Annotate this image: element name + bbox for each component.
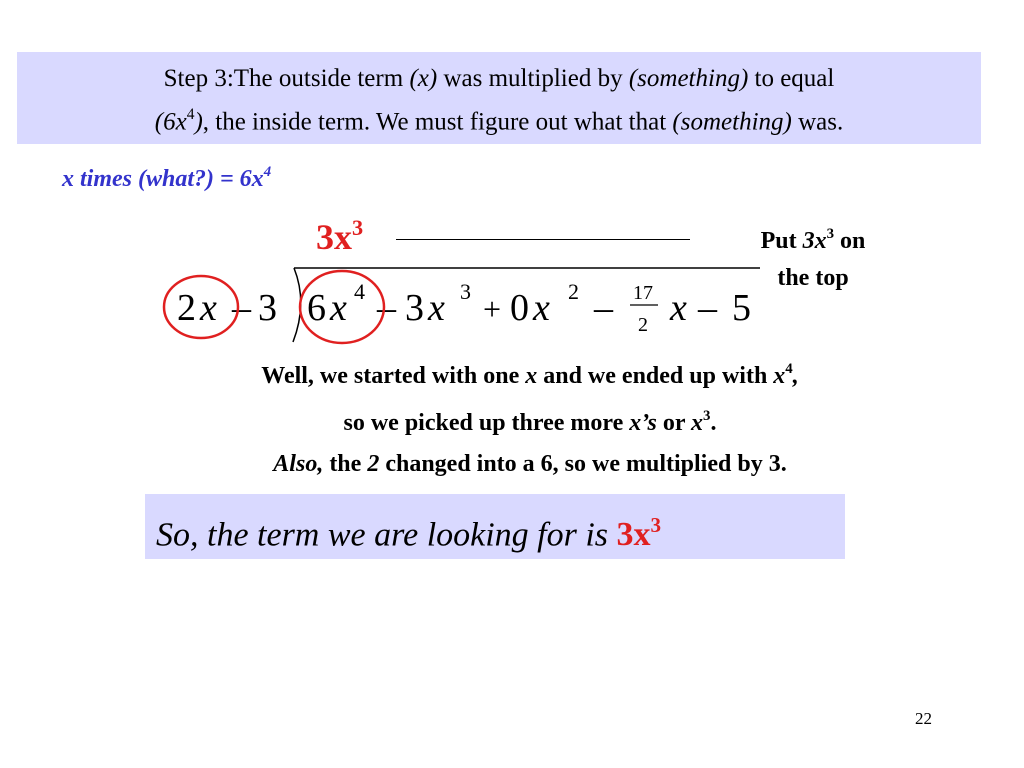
divisor-var: x: [200, 287, 217, 329]
explanation-text-part: changed into a 6, so we multiplied by 3.: [379, 451, 787, 477]
term2-exp: 3: [460, 279, 471, 304]
explanation-text: [100, 350, 960, 485]
explanation-exponent: 4: [785, 361, 793, 378]
page-number: 22: [915, 709, 932, 728]
note-text: on: [834, 228, 866, 254]
step-text: was.: [791, 108, 844, 136]
term4-var: x: [670, 287, 687, 329]
note-exponent: 3: [826, 226, 835, 243]
step-text: was multiplied by: [437, 65, 629, 92]
term1-var: x: [330, 287, 347, 329]
step-text: , the inside term. We must figure out what that: [202, 108, 673, 136]
step-text-italic: ): [194, 108, 203, 136]
divisor-const: 3: [258, 287, 277, 329]
term3-sign: +: [483, 291, 502, 327]
note-term: 3x: [802, 228, 827, 254]
quotient-base: 3x: [316, 217, 352, 257]
answer-box: [145, 494, 845, 559]
explanation-text-part: and we ended up with: [537, 363, 774, 389]
explanation-text-part: or: [656, 410, 692, 436]
explanation-text-italic: 2: [367, 451, 380, 477]
step-text-italic: (something): [672, 108, 792, 136]
hint-text: [62, 165, 271, 193]
answer-term-base: 3x: [616, 516, 651, 554]
explanation-text-part: Well, we started with one: [261, 363, 526, 389]
term5-sign: –: [698, 287, 717, 329]
explanation-var: x’s: [629, 410, 657, 436]
step-text-italic: (6x: [154, 108, 187, 136]
answer-text: So, the term we are looking for is: [156, 516, 617, 554]
term2-coef: 3: [405, 287, 424, 329]
explanation-text-part: the: [323, 451, 368, 477]
explanation-var: x: [773, 363, 786, 389]
term4-frac-den: 2: [638, 314, 648, 336]
term4-frac-num: 17: [633, 282, 653, 304]
term4-sign: –: [594, 287, 613, 329]
quotient-line: [396, 239, 690, 240]
explanation-var: x: [691, 410, 704, 436]
term3-exp: 2: [568, 279, 579, 304]
term1-coef: 6: [307, 287, 326, 329]
note-text: Put: [760, 228, 803, 254]
step-text: to equal: [748, 65, 835, 92]
note-text: the top: [777, 265, 849, 291]
explanation-exponent: 3: [703, 408, 711, 425]
explanation-text-part: ,: [792, 363, 799, 389]
term5-const: 5: [732, 287, 751, 329]
answer-term-exponent: 3: [650, 512, 662, 537]
term3-var: x: [533, 287, 550, 329]
explanation-text-italic: Also,: [273, 451, 324, 477]
hint-base: x times (what?) = 6x: [62, 166, 264, 192]
term1-exp: 4: [354, 279, 365, 304]
explanation-var: x: [525, 363, 538, 389]
step-text-italic: (x): [409, 65, 438, 92]
step-description-box: [17, 52, 981, 144]
step-text-italic: (something): [628, 65, 749, 92]
step-exponent: 4: [186, 106, 195, 124]
term2-var: x: [428, 287, 445, 329]
long-division: [150, 255, 770, 355]
term3-coef: 0: [510, 287, 529, 329]
explanation-text-part: so we picked up three more: [343, 410, 630, 436]
answer-term: [616, 512, 662, 554]
hint-exponent: 4: [263, 164, 272, 181]
term2-sign: –: [377, 287, 396, 329]
divisor-minus: –: [232, 287, 251, 329]
explanation-text-part: .: [710, 410, 717, 436]
divisor-coef: 2: [177, 287, 196, 329]
quotient-exponent: 3: [352, 214, 364, 240]
step-text: Step 3:The outside term: [163, 65, 410, 92]
quotient-term: [316, 216, 363, 258]
